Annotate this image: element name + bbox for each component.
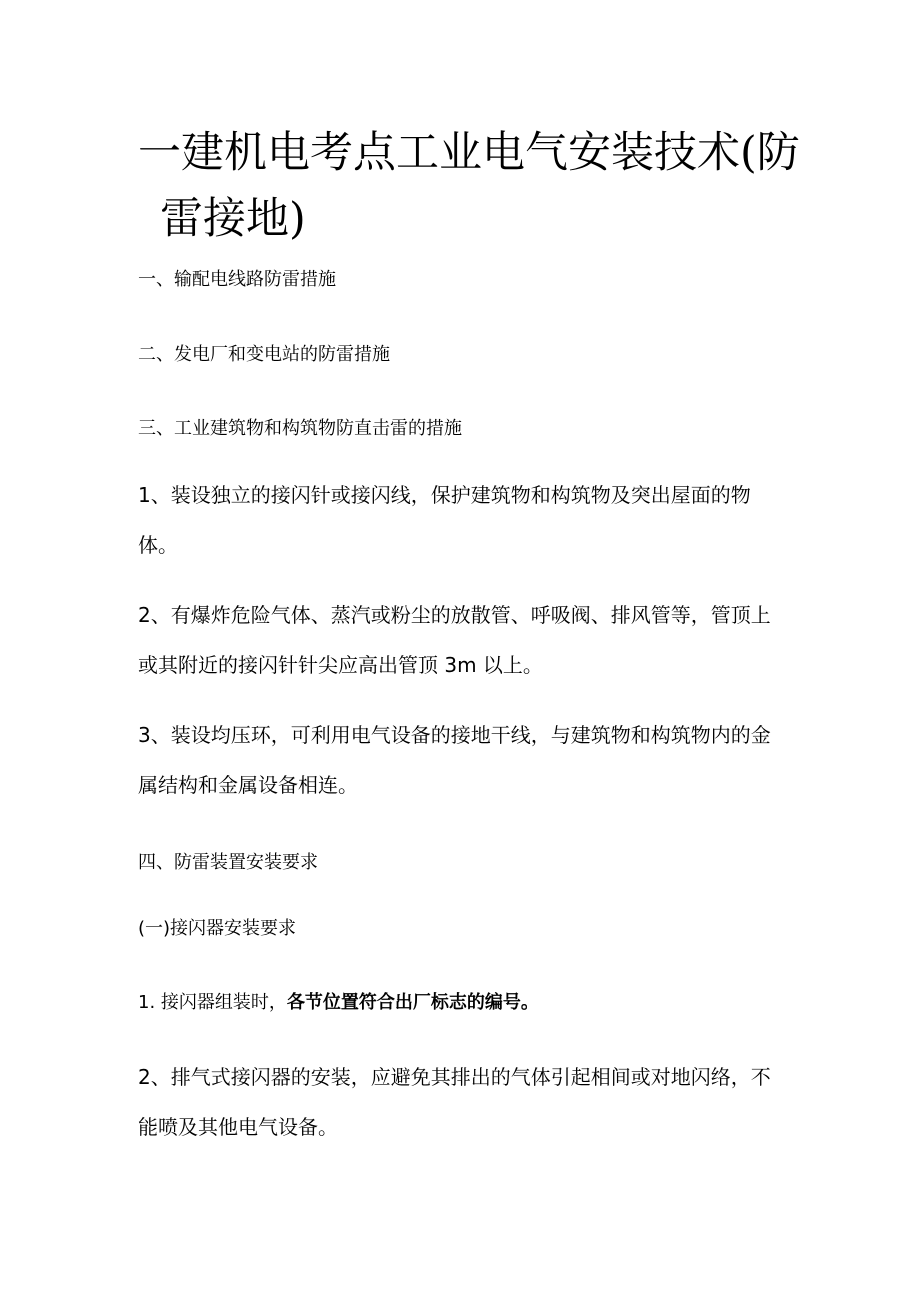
page-title xyxy=(138,120,798,252)
paragraph-item-2-line-2: 或其附近的接闪针针尖应高出管顶 3m 以上。 xyxy=(138,653,543,677)
paragraph-item-3-line-2: 属结构和金属设备相连。 xyxy=(138,773,358,797)
paragraph-item-3-line-1: 3、装设均压环，可利用电气设备的接地干线，与建筑物和构筑物内的金 xyxy=(138,723,771,747)
paragraph-item-1-line-1: 1、装设独立的接闪针或接闪线，保护建筑物和构筑物及突出屋面的物 xyxy=(138,483,751,507)
paragraph-requirement-2-line-1: 2、排气式接闪器的安装，应避免其排出的气体引起相间或对地闪络，不 xyxy=(138,1065,771,1089)
paragraph-item-3 xyxy=(138,710,778,810)
section-heading-4: 四、防雷装置安装要求 xyxy=(138,852,318,873)
requirement-1-bold-text: 各节位置符合出厂标志的编号。 xyxy=(286,992,539,1013)
paragraph-item-2-line-1: 2、有爆炸危险气体、蒸汽或粉尘的放散管、呼吸阀、排风管等，管顶上 xyxy=(138,603,771,627)
paragraph-item-1-line-2: 体。 xyxy=(138,533,178,557)
paragraph-item-2 xyxy=(138,590,778,690)
section-heading-3: 三、工业建筑物和构筑物防直击雷的措施 xyxy=(138,418,462,439)
paragraph-requirement-2 xyxy=(138,1052,778,1152)
requirement-1-prefix: 1. 接闪器组装时， xyxy=(138,992,287,1013)
paragraph-item-1 xyxy=(138,470,778,570)
subsection-heading-1: (一)接闪器安装要求 xyxy=(138,918,297,939)
title-line-1: 一建机电考点工业电气安装技术(防 xyxy=(138,128,800,178)
paragraph-requirement-2-line-2: 能喷及其他电气设备。 xyxy=(138,1115,338,1139)
title-line-2: 雷接地) xyxy=(160,194,306,244)
section-heading-2: 二、发电厂和变电站的防雷措施 xyxy=(138,344,390,365)
requirement-1 xyxy=(138,991,539,1015)
section-heading-1: 一、输配电线路防雷措施 xyxy=(138,269,336,290)
